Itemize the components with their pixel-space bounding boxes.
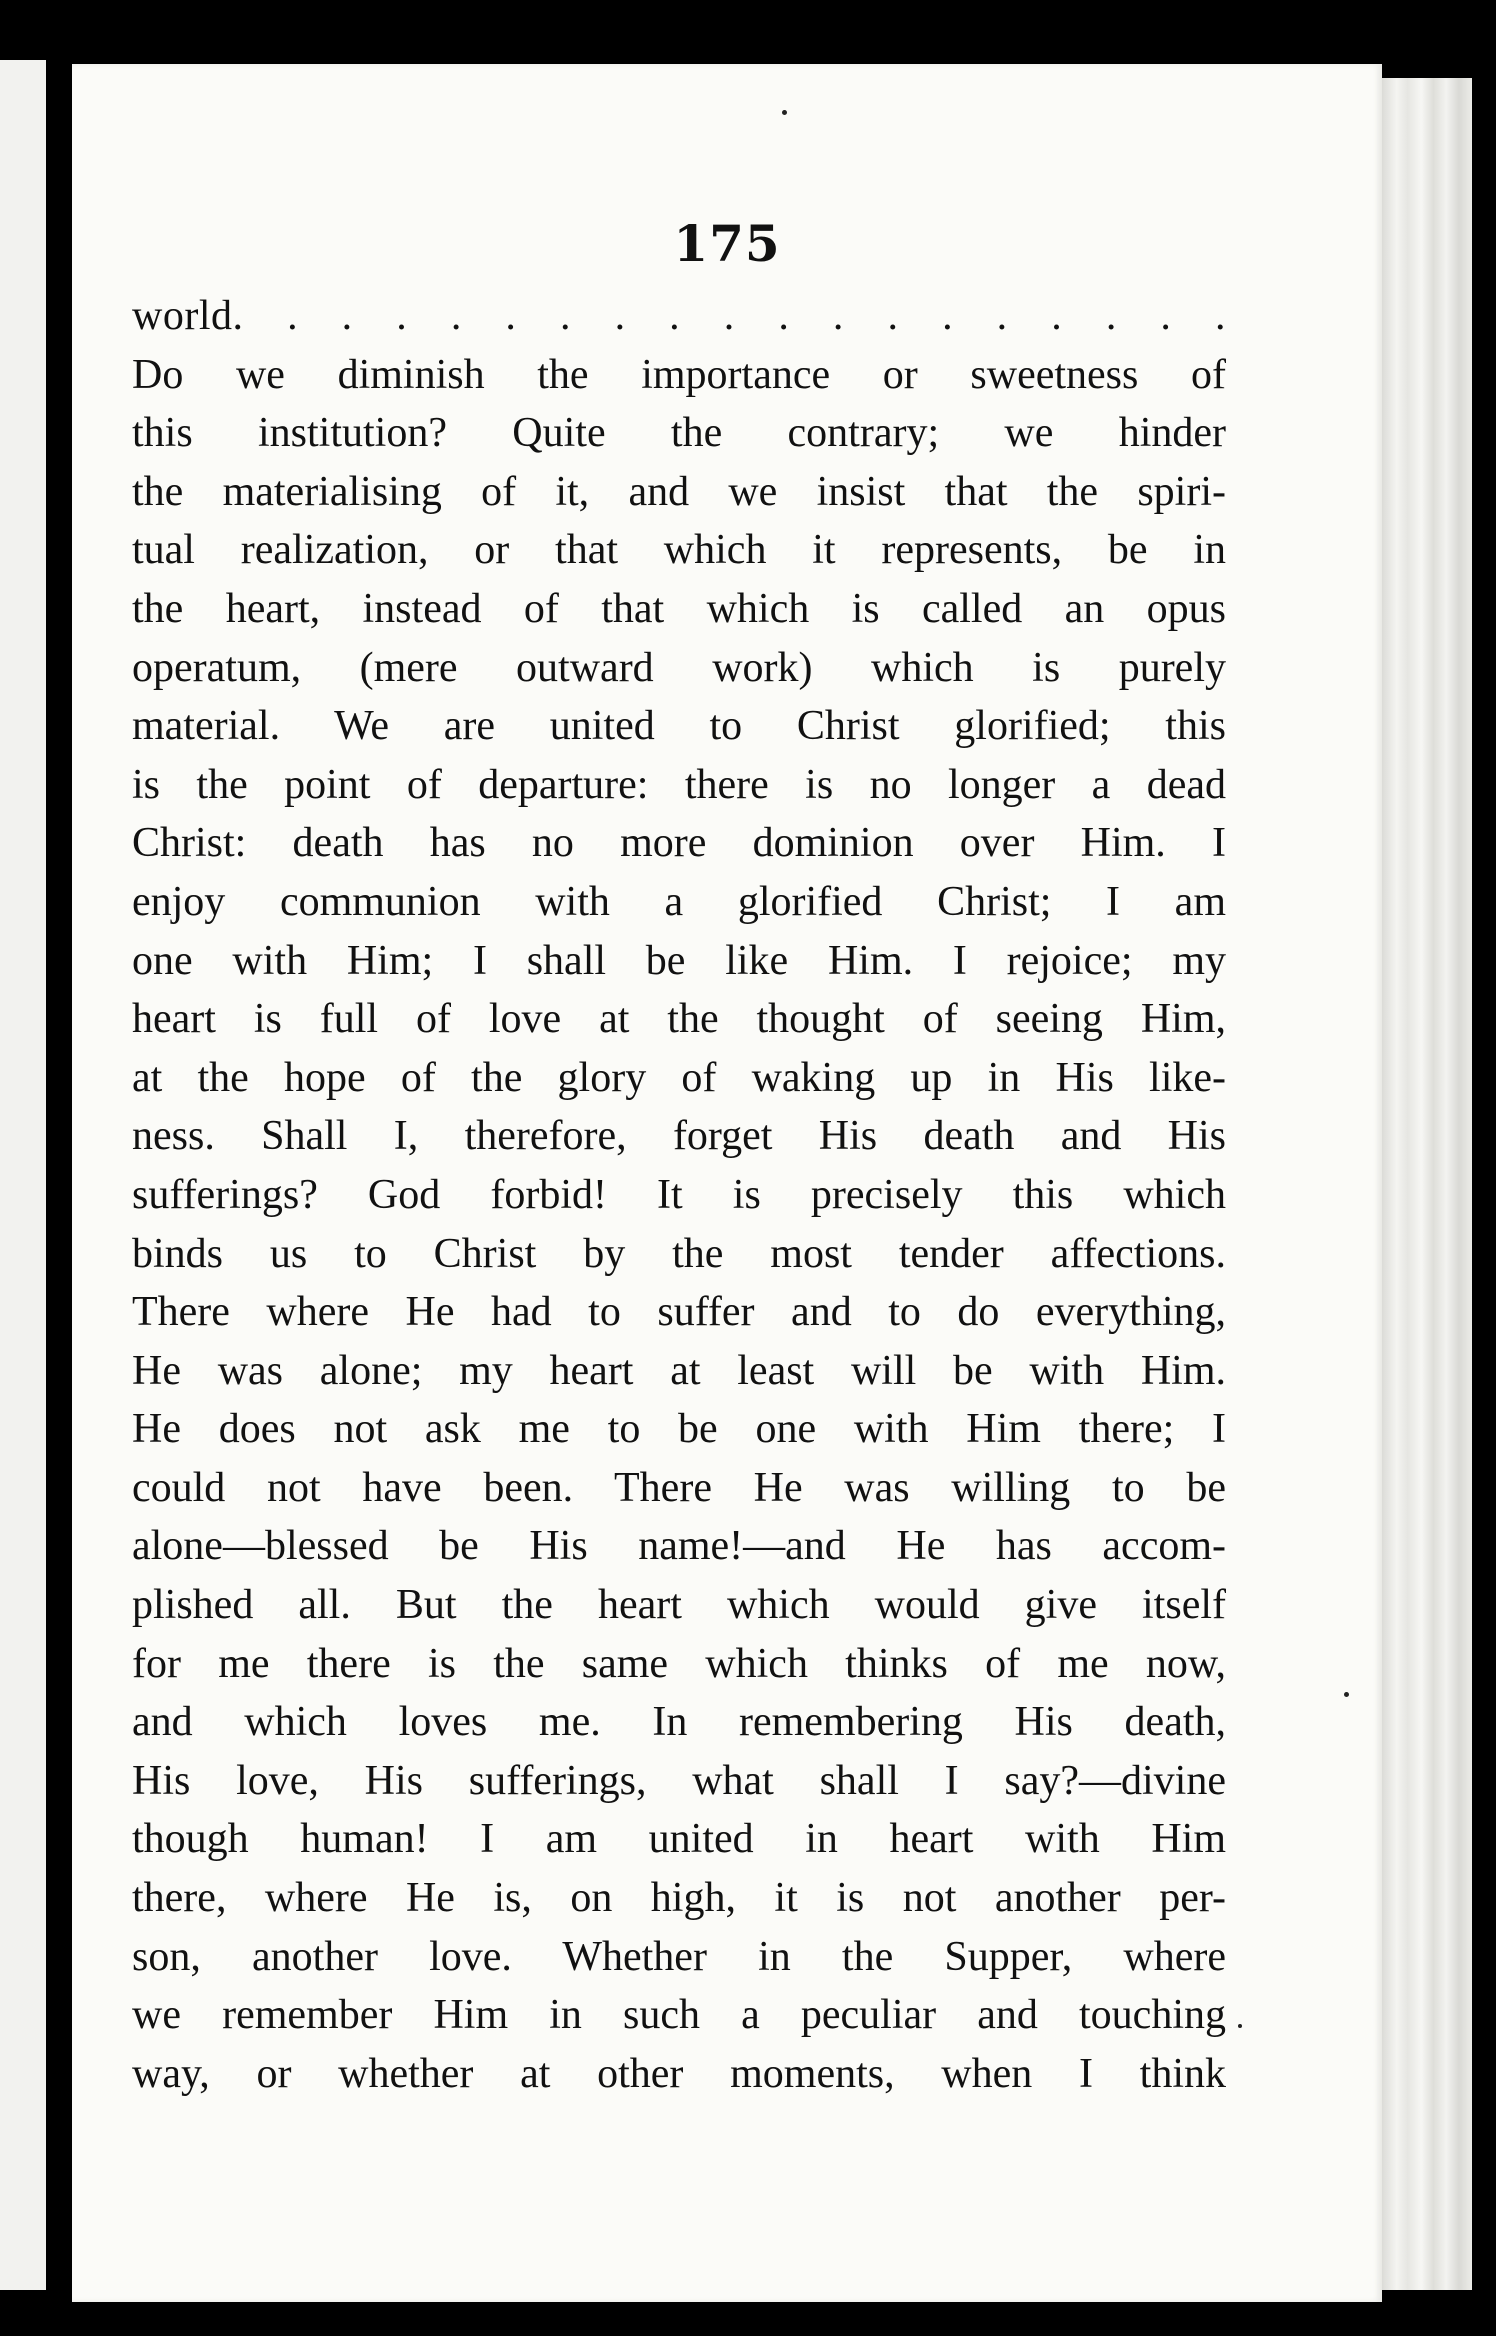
text-line: His love, His sufferings, what shall I say?—divine	[132, 1757, 1226, 1804]
text-line: He does not ask me to be one with Him there; I	[132, 1406, 1226, 1453]
text-line: could not have been. There He was willing to be	[132, 1464, 1226, 1511]
dust-speck	[1344, 1692, 1349, 1697]
page-fore-edge	[1380, 78, 1472, 2290]
text-line: way, or whether at other moments, when I think	[132, 2050, 1226, 2097]
page-sheet	[72, 64, 1382, 2302]
dust-speck	[1238, 2024, 1242, 2028]
page-number: 175	[673, 214, 781, 273]
text-line: enjoy communion with a glorified Christ; I am	[132, 878, 1226, 925]
text-line: plished all. But the heart which would give itself	[132, 1582, 1226, 1629]
text-line: operatum, (mere outward work) which is purely	[132, 644, 1226, 691]
text-line: There where He had to suffer and to do everything,	[132, 1289, 1226, 1336]
text-line: though human! I am united in heart with Him	[132, 1816, 1226, 1863]
text-line: son, another love. Whether in the Supper, where	[132, 1933, 1226, 1980]
text-line: tual realization, or that which it represents, be in	[132, 527, 1226, 574]
left-page-edge	[0, 60, 46, 2290]
text-line: and which loves me. In remembering His death,	[132, 1699, 1226, 1746]
text-line: material. We are united to Christ glorified; this	[132, 703, 1226, 750]
text-line: there, where He is, on high, it is not another per-	[132, 1875, 1226, 1922]
text-line: Christ: death has no more dominion over Him. I	[132, 820, 1226, 867]
text-line: at the hope of the glory of waking up in His like-	[132, 1054, 1226, 1101]
text-line: we remember Him in such a peculiar and touching	[132, 1992, 1226, 2039]
text-line: heart is full of love at the thought of seeing Him,	[132, 996, 1226, 1043]
text-line: the heart, instead of that which is called an opus	[132, 585, 1226, 632]
text-line: the materialising of it, and we insist that the spiri-	[132, 468, 1226, 515]
dust-speck	[782, 110, 787, 115]
body-text	[132, 287, 1226, 2103]
text-line: this institution? Quite the contrary; we hinder	[132, 410, 1226, 457]
text-line: ness. Shall I, therefore, forget His death and His	[132, 1113, 1226, 1160]
text-line: He was alone; my heart at least will be with Him.	[132, 1347, 1226, 1394]
text-line: alone—blessed be His name!—and He has accom-	[132, 1523, 1226, 1570]
text-line: binds us to Christ by the most tender affections.	[132, 1230, 1226, 1277]
text-line: for me there is the same which thinks of me now,	[132, 1640, 1226, 1687]
text-line: Do we diminish the importance or sweetness of	[132, 351, 1226, 398]
text-line: sufferings? God forbid! It is precisely this which	[132, 1171, 1226, 1218]
text-line: is the point of departure: there is no longer a dead	[132, 761, 1226, 808]
text-line: world. . . . . . . . . . . . . . . . . . .	[132, 293, 1226, 339]
text-line: one with Him; I shall be like Him. I rejoice; my	[132, 937, 1226, 984]
